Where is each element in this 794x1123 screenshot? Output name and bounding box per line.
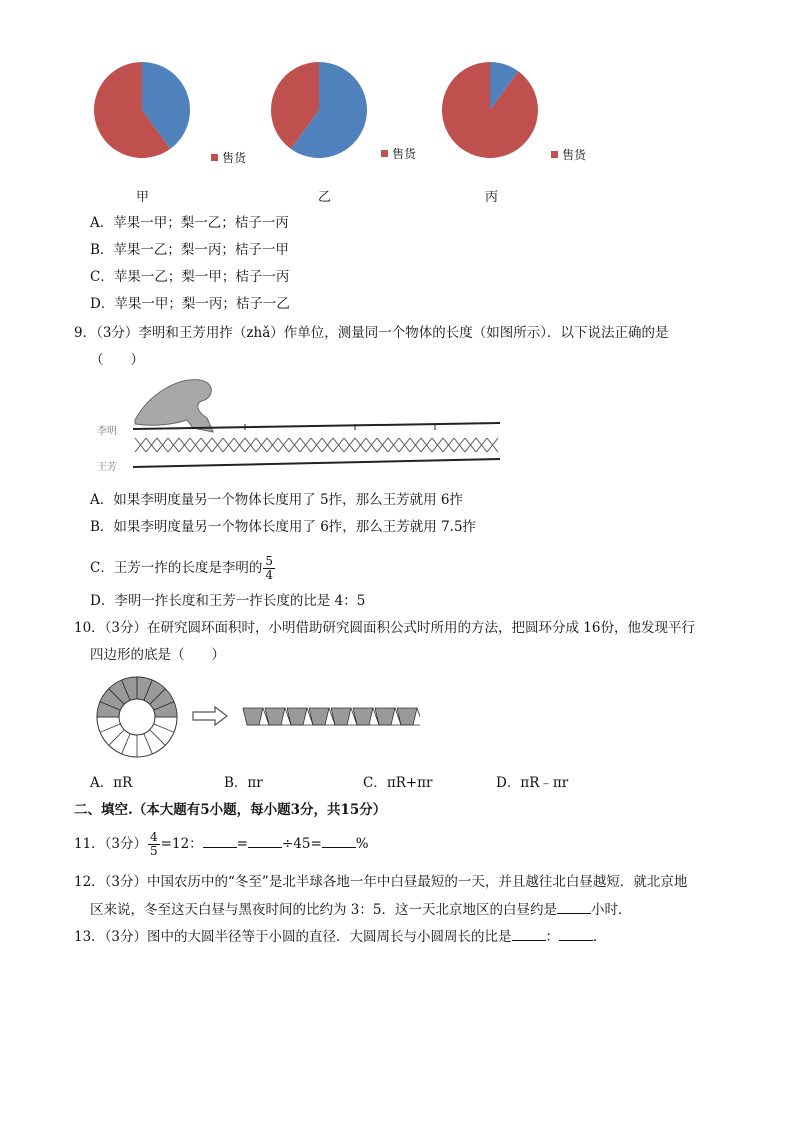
fraction-4-5	[148, 831, 160, 858]
q11-blank-2[interactable]	[248, 833, 282, 848]
pie-label-1: 甲	[136, 190, 150, 205]
section-2-heading: 二、填空.（本大题有5小题，每小题3分，共15分）	[74, 802, 387, 818]
q11-text-4: %	[355, 836, 369, 852]
q11-text-2: =	[236, 836, 248, 852]
fraction-numerator: 5	[265, 554, 273, 568]
q11-blank-1[interactable]	[203, 833, 237, 848]
q8-option-c[interactable]: C．苹果一乙；梨一甲；桔子一丙	[90, 269, 290, 285]
q12-line-1: 12．（3分）中国农历中的“冬至”是北半球各地一年中白昼最短的一天，并且越往北白昼越短．就北京地	[74, 874, 688, 890]
fig-label-wangfang: 王芳	[97, 462, 117, 473]
fig-label-liming: 李明	[97, 426, 117, 437]
q12-text: 区来说，冬至这天白昼与黑夜时间的比约为 3：5．这一天北京地区的白昼约是	[90, 902, 557, 918]
q10-stem-2: 四边形的底是（ ）	[90, 647, 225, 663]
fraction-numerator: 4	[150, 830, 158, 844]
q13-sep: ：	[545, 929, 560, 945]
q8-option-b[interactable]: B．苹果一乙；梨一丙；桔子一甲	[90, 242, 289, 258]
pie-legend-2	[381, 145, 416, 162]
q10-option-d[interactable]: D．πR﹣πr	[496, 775, 569, 791]
q13-end: ．	[593, 929, 607, 945]
q10-option-c[interactable]: C．πR+πr	[363, 775, 433, 791]
q8-option-d[interactable]: D．苹果一甲；梨一丙；桔子一乙	[90, 296, 290, 312]
q9-option-c[interactable]	[90, 553, 276, 583]
q13	[74, 926, 607, 947]
q11-text-3: ÷45=	[281, 836, 322, 852]
q8-option-a[interactable]: A．苹果一甲；梨一乙；桔子一丙	[90, 215, 289, 231]
pie-charts	[0, 0, 794, 200]
q10-stem: 10．（3分）在研究圆环面积时，小明借助研究圆面积公式时所用的方法，把圆环分成 16份，他发现平行	[74, 620, 695, 636]
legend-label: 售货	[392, 147, 417, 161]
q11	[74, 828, 369, 860]
q9-stem: 9．（3分）李明和王芳用拃（zhǎ）作单位，测量同一个物体的长度（如图所示）．以下说法正确的是	[74, 325, 669, 341]
q13-text: 13．（3分）图中的大圆半径等于小圆的直径．大圆周长与小圆周长的比是	[74, 929, 512, 945]
q13-blank-1[interactable]	[512, 926, 546, 941]
q11-text-1: =12：	[160, 836, 203, 852]
pie-legend-1	[211, 149, 246, 166]
q10-option-a[interactable]: A．πR	[90, 775, 133, 791]
pie-label-2: 乙	[318, 190, 332, 205]
legend-swatch	[211, 154, 218, 161]
pie-label-3: 丙	[485, 190, 499, 205]
q9-paren: （ ）	[90, 352, 144, 368]
q12-line-2	[90, 899, 631, 920]
fraction-5-4	[263, 555, 275, 582]
q9-option-c-text: C．王芳一拃的长度是李明的	[90, 560, 263, 576]
legend-swatch	[381, 150, 388, 157]
q12-blank[interactable]	[557, 899, 591, 914]
hand-span-figure	[95, 372, 510, 477]
q11-blank-3[interactable]	[322, 833, 356, 848]
q9-option-d[interactable]: D．李明一拃长度和王芳一拃长度的比是 4：5	[90, 593, 366, 609]
pie-slice-red	[442, 62, 538, 158]
q9-option-a[interactable]: A．如果李明度量另一个物体长度用了 5拃，那么王芳就用 6拃	[90, 492, 464, 508]
q13-blank-2[interactable]	[559, 926, 593, 941]
pie-legend-3	[551, 146, 586, 163]
fraction-denominator: 4	[265, 568, 273, 582]
q10-option-b[interactable]: B．πr	[224, 775, 263, 791]
legend-label: 售货	[222, 151, 247, 165]
legend-swatch	[551, 151, 558, 158]
fraction-denominator: 5	[150, 844, 158, 858]
ring-division-figure	[95, 675, 420, 760]
q12-unit: 小时．	[590, 902, 632, 918]
legend-label: 售货	[562, 148, 587, 162]
q11-prefix: 11．（3分）	[74, 836, 148, 852]
q9-option-b[interactable]: B．如果李明度量另一个物体长度用了 6拃，那么王芳就用 7.5拃	[90, 519, 477, 535]
